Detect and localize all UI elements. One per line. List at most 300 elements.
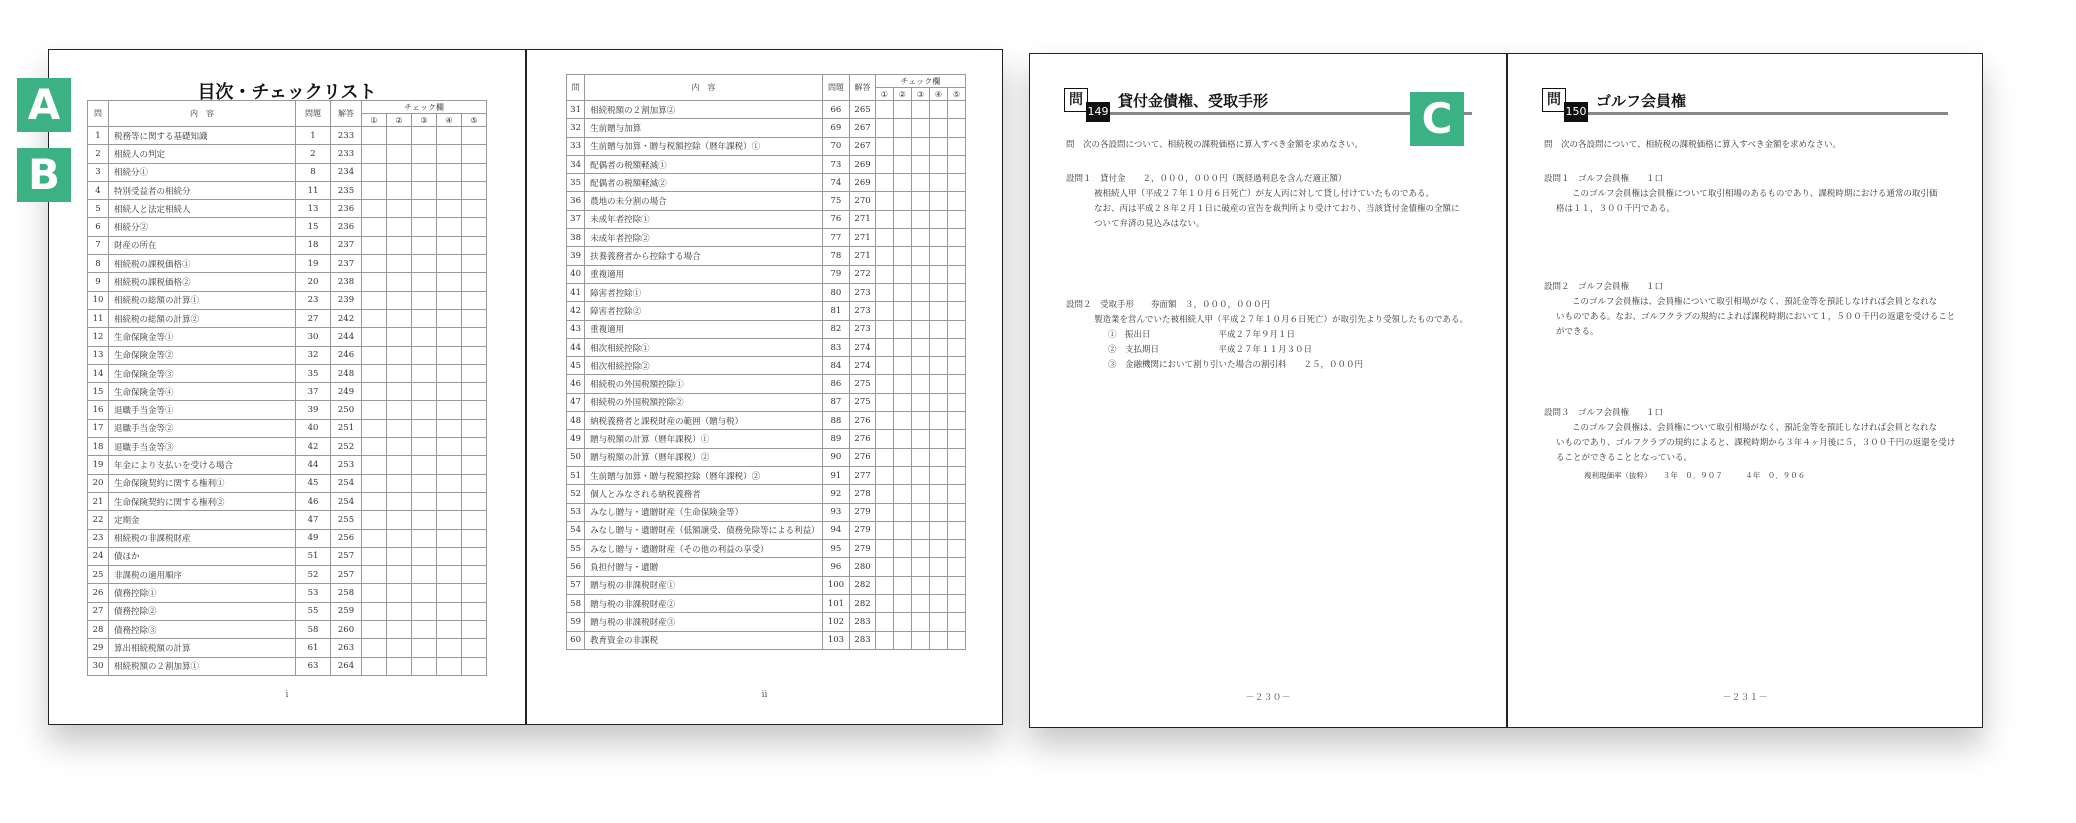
check-cell[interactable]: [437, 639, 462, 657]
check-cell[interactable]: [387, 657, 412, 675]
check-cell[interactable]: [387, 547, 412, 565]
check-cell[interactable]: [893, 540, 911, 558]
check-cell[interactable]: [362, 621, 387, 639]
check-cell[interactable]: [929, 265, 947, 283]
check-cell[interactable]: [462, 529, 487, 547]
check-cell[interactable]: [387, 364, 412, 382]
check-cell[interactable]: [437, 200, 462, 218]
check-cell[interactable]: [462, 291, 487, 309]
check-cell[interactable]: [893, 338, 911, 356]
check-cell[interactable]: [893, 283, 911, 301]
check-cell[interactable]: [387, 492, 412, 510]
check-cell[interactable]: [929, 338, 947, 356]
check-cell[interactable]: [387, 511, 412, 529]
check-cell[interactable]: [437, 438, 462, 456]
check-cell[interactable]: [462, 364, 487, 382]
check-cell[interactable]: [893, 631, 911, 649]
check-cell[interactable]: [911, 137, 929, 155]
check-cell[interactable]: [947, 137, 965, 155]
check-cell[interactable]: [929, 631, 947, 649]
check-cell[interactable]: [929, 137, 947, 155]
check-cell[interactable]: [875, 283, 893, 301]
check-cell[interactable]: [929, 375, 947, 393]
check-cell[interactable]: [412, 291, 437, 309]
check-cell[interactable]: [412, 181, 437, 199]
check-cell[interactable]: [875, 540, 893, 558]
check-cell[interactable]: [387, 273, 412, 291]
check-cell[interactable]: [875, 265, 893, 283]
check-cell[interactable]: [362, 218, 387, 236]
check-cell[interactable]: [893, 137, 911, 155]
check-cell[interactable]: [875, 485, 893, 503]
check-cell[interactable]: [929, 320, 947, 338]
check-cell[interactable]: [387, 309, 412, 327]
check-cell[interactable]: [462, 584, 487, 602]
check-cell[interactable]: [911, 631, 929, 649]
check-cell[interactable]: [893, 210, 911, 228]
check-cell[interactable]: [412, 621, 437, 639]
check-cell[interactable]: [437, 584, 462, 602]
check-cell[interactable]: [929, 448, 947, 466]
check-cell[interactable]: [387, 474, 412, 492]
check-cell[interactable]: [911, 155, 929, 173]
check-cell[interactable]: [412, 584, 437, 602]
check-cell[interactable]: [362, 346, 387, 364]
check-cell[interactable]: [947, 192, 965, 210]
check-cell[interactable]: [362, 181, 387, 199]
check-cell[interactable]: [929, 595, 947, 613]
check-cell[interactable]: [875, 155, 893, 173]
check-cell[interactable]: [437, 621, 462, 639]
check-cell[interactable]: [462, 255, 487, 273]
check-cell[interactable]: [362, 547, 387, 565]
check-cell[interactable]: [462, 346, 487, 364]
check-cell[interactable]: [412, 236, 437, 254]
check-cell[interactable]: [362, 200, 387, 218]
check-cell[interactable]: [947, 375, 965, 393]
check-cell[interactable]: [437, 566, 462, 584]
check-cell[interactable]: [875, 430, 893, 448]
check-cell[interactable]: [362, 328, 387, 346]
check-cell[interactable]: [929, 540, 947, 558]
check-cell[interactable]: [387, 419, 412, 437]
check-cell[interactable]: [875, 101, 893, 119]
check-cell[interactable]: [412, 657, 437, 675]
check-cell[interactable]: [893, 119, 911, 137]
check-cell[interactable]: [875, 210, 893, 228]
check-cell[interactable]: [875, 137, 893, 155]
check-cell[interactable]: [947, 631, 965, 649]
check-cell[interactable]: [875, 247, 893, 265]
check-cell[interactable]: [875, 357, 893, 375]
check-cell[interactable]: [362, 364, 387, 382]
check-cell[interactable]: [387, 456, 412, 474]
check-cell[interactable]: [911, 521, 929, 539]
check-cell[interactable]: [893, 229, 911, 247]
check-cell[interactable]: [947, 393, 965, 411]
check-cell[interactable]: [437, 364, 462, 382]
check-cell[interactable]: [947, 338, 965, 356]
check-cell[interactable]: [462, 456, 487, 474]
check-cell[interactable]: [947, 247, 965, 265]
check-cell[interactable]: [947, 229, 965, 247]
check-cell[interactable]: [412, 511, 437, 529]
check-cell[interactable]: [929, 192, 947, 210]
check-cell[interactable]: [911, 265, 929, 283]
check-cell[interactable]: [437, 236, 462, 254]
check-cell[interactable]: [362, 273, 387, 291]
check-cell[interactable]: [462, 163, 487, 181]
check-cell[interactable]: [412, 163, 437, 181]
check-cell[interactable]: [947, 503, 965, 521]
check-cell[interactable]: [387, 401, 412, 419]
check-cell[interactable]: [911, 576, 929, 594]
check-cell[interactable]: [462, 639, 487, 657]
check-cell[interactable]: [929, 302, 947, 320]
check-cell[interactable]: [911, 613, 929, 631]
check-cell[interactable]: [947, 412, 965, 430]
check-cell[interactable]: [462, 602, 487, 620]
check-cell[interactable]: [875, 229, 893, 247]
check-cell[interactable]: [362, 474, 387, 492]
check-cell[interactable]: [362, 127, 387, 145]
check-cell[interactable]: [412, 474, 437, 492]
check-cell[interactable]: [929, 283, 947, 301]
check-cell[interactable]: [875, 338, 893, 356]
check-cell[interactable]: [875, 503, 893, 521]
check-cell[interactable]: [412, 602, 437, 620]
check-cell[interactable]: [911, 174, 929, 192]
check-cell[interactable]: [462, 401, 487, 419]
check-cell[interactable]: [437, 145, 462, 163]
check-cell[interactable]: [412, 309, 437, 327]
check-cell[interactable]: [911, 393, 929, 411]
check-cell[interactable]: [893, 613, 911, 631]
check-cell[interactable]: [412, 364, 437, 382]
check-cell[interactable]: [462, 547, 487, 565]
check-cell[interactable]: [947, 357, 965, 375]
check-cell[interactable]: [947, 320, 965, 338]
check-cell[interactable]: [893, 521, 911, 539]
check-cell[interactable]: [911, 101, 929, 119]
check-cell[interactable]: [947, 265, 965, 283]
check-cell[interactable]: [947, 302, 965, 320]
check-cell[interactable]: [893, 247, 911, 265]
check-cell[interactable]: [412, 639, 437, 657]
check-cell[interactable]: [893, 174, 911, 192]
check-cell[interactable]: [437, 309, 462, 327]
check-cell[interactable]: [893, 320, 911, 338]
check-cell[interactable]: [412, 547, 437, 565]
check-cell[interactable]: [875, 613, 893, 631]
check-cell[interactable]: [437, 529, 462, 547]
check-cell[interactable]: [893, 448, 911, 466]
check-cell[interactable]: [893, 393, 911, 411]
check-cell[interactable]: [462, 200, 487, 218]
check-cell[interactable]: [911, 485, 929, 503]
check-cell[interactable]: [412, 218, 437, 236]
check-cell[interactable]: [929, 613, 947, 631]
check-cell[interactable]: [362, 419, 387, 437]
check-cell[interactable]: [947, 540, 965, 558]
check-cell[interactable]: [387, 255, 412, 273]
check-cell[interactable]: [875, 375, 893, 393]
check-cell[interactable]: [947, 101, 965, 119]
check-cell[interactable]: [387, 218, 412, 236]
check-cell[interactable]: [893, 357, 911, 375]
check-cell[interactable]: [437, 127, 462, 145]
check-cell[interactable]: [462, 236, 487, 254]
check-cell[interactable]: [462, 419, 487, 437]
check-cell[interactable]: [362, 145, 387, 163]
check-cell[interactable]: [412, 255, 437, 273]
check-cell[interactable]: [437, 181, 462, 199]
check-cell[interactable]: [947, 119, 965, 137]
check-cell[interactable]: [437, 163, 462, 181]
check-cell[interactable]: [875, 174, 893, 192]
check-cell[interactable]: [947, 174, 965, 192]
check-cell[interactable]: [911, 466, 929, 484]
check-cell[interactable]: [947, 595, 965, 613]
check-cell[interactable]: [412, 419, 437, 437]
check-cell[interactable]: [387, 621, 412, 639]
check-cell[interactable]: [412, 273, 437, 291]
check-cell[interactable]: [929, 229, 947, 247]
check-cell[interactable]: [875, 192, 893, 210]
check-cell[interactable]: [929, 247, 947, 265]
check-cell[interactable]: [875, 521, 893, 539]
check-cell[interactable]: [387, 566, 412, 584]
check-cell[interactable]: [911, 247, 929, 265]
check-cell[interactable]: [362, 309, 387, 327]
check-cell[interactable]: [893, 155, 911, 173]
check-cell[interactable]: [929, 412, 947, 430]
check-cell[interactable]: [437, 547, 462, 565]
check-cell[interactable]: [387, 383, 412, 401]
check-cell[interactable]: [893, 302, 911, 320]
check-cell[interactable]: [893, 375, 911, 393]
check-cell[interactable]: [893, 558, 911, 576]
check-cell[interactable]: [387, 328, 412, 346]
check-cell[interactable]: [929, 119, 947, 137]
check-cell[interactable]: [362, 163, 387, 181]
check-cell[interactable]: [947, 521, 965, 539]
check-cell[interactable]: [929, 558, 947, 576]
check-cell[interactable]: [362, 566, 387, 584]
check-cell[interactable]: [911, 503, 929, 521]
check-cell[interactable]: [387, 639, 412, 657]
check-cell[interactable]: [387, 438, 412, 456]
check-cell[interactable]: [929, 466, 947, 484]
check-cell[interactable]: [462, 438, 487, 456]
check-cell[interactable]: [893, 265, 911, 283]
check-cell[interactable]: [875, 320, 893, 338]
check-cell[interactable]: [911, 595, 929, 613]
check-cell[interactable]: [412, 346, 437, 364]
check-cell[interactable]: [911, 540, 929, 558]
check-cell[interactable]: [893, 466, 911, 484]
check-cell[interactable]: [387, 181, 412, 199]
check-cell[interactable]: [947, 155, 965, 173]
check-cell[interactable]: [462, 145, 487, 163]
check-cell[interactable]: [412, 383, 437, 401]
check-cell[interactable]: [947, 613, 965, 631]
check-cell[interactable]: [462, 218, 487, 236]
check-cell[interactable]: [947, 558, 965, 576]
check-cell[interactable]: [362, 438, 387, 456]
check-cell[interactable]: [947, 485, 965, 503]
check-cell[interactable]: [387, 236, 412, 254]
check-cell[interactable]: [911, 448, 929, 466]
check-cell[interactable]: [462, 474, 487, 492]
check-cell[interactable]: [462, 383, 487, 401]
check-cell[interactable]: [362, 255, 387, 273]
check-cell[interactable]: [929, 210, 947, 228]
check-cell[interactable]: [929, 101, 947, 119]
check-cell[interactable]: [462, 657, 487, 675]
check-cell[interactable]: [362, 602, 387, 620]
check-cell[interactable]: [362, 456, 387, 474]
check-cell[interactable]: [462, 511, 487, 529]
check-cell[interactable]: [362, 492, 387, 510]
check-cell[interactable]: [929, 174, 947, 192]
check-cell[interactable]: [929, 393, 947, 411]
check-cell[interactable]: [412, 492, 437, 510]
check-cell[interactable]: [893, 485, 911, 503]
check-cell[interactable]: [893, 192, 911, 210]
check-cell[interactable]: [929, 521, 947, 539]
check-cell[interactable]: [387, 529, 412, 547]
check-cell[interactable]: [929, 357, 947, 375]
check-cell[interactable]: [387, 346, 412, 364]
check-cell[interactable]: [437, 383, 462, 401]
check-cell[interactable]: [437, 273, 462, 291]
check-cell[interactable]: [911, 412, 929, 430]
check-cell[interactable]: [929, 155, 947, 173]
check-cell[interactable]: [387, 145, 412, 163]
check-cell[interactable]: [893, 101, 911, 119]
check-cell[interactable]: [947, 430, 965, 448]
check-cell[interactable]: [462, 328, 487, 346]
check-cell[interactable]: [437, 602, 462, 620]
check-cell[interactable]: [437, 255, 462, 273]
check-cell[interactable]: [412, 529, 437, 547]
check-cell[interactable]: [437, 511, 462, 529]
check-cell[interactable]: [893, 430, 911, 448]
check-cell[interactable]: [911, 375, 929, 393]
check-cell[interactable]: [462, 309, 487, 327]
check-cell[interactable]: [911, 338, 929, 356]
check-cell[interactable]: [412, 401, 437, 419]
check-cell[interactable]: [412, 145, 437, 163]
check-cell[interactable]: [462, 127, 487, 145]
check-cell[interactable]: [893, 576, 911, 594]
check-cell[interactable]: [412, 328, 437, 346]
check-cell[interactable]: [462, 181, 487, 199]
check-cell[interactable]: [362, 383, 387, 401]
check-cell[interactable]: [911, 320, 929, 338]
check-cell[interactable]: [362, 657, 387, 675]
check-cell[interactable]: [947, 448, 965, 466]
check-cell[interactable]: [437, 419, 462, 437]
check-cell[interactable]: [947, 466, 965, 484]
check-cell[interactable]: [362, 529, 387, 547]
check-cell[interactable]: [929, 503, 947, 521]
check-cell[interactable]: [947, 210, 965, 228]
check-cell[interactable]: [929, 576, 947, 594]
check-cell[interactable]: [875, 558, 893, 576]
check-cell[interactable]: [412, 127, 437, 145]
check-cell[interactable]: [929, 430, 947, 448]
check-cell[interactable]: [387, 200, 412, 218]
check-cell[interactable]: [911, 283, 929, 301]
check-cell[interactable]: [929, 485, 947, 503]
check-cell[interactable]: [437, 474, 462, 492]
check-cell[interactable]: [412, 566, 437, 584]
check-cell[interactable]: [462, 273, 487, 291]
check-cell[interactable]: [412, 200, 437, 218]
check-cell[interactable]: [911, 210, 929, 228]
check-cell[interactable]: [875, 466, 893, 484]
check-cell[interactable]: [893, 503, 911, 521]
check-cell[interactable]: [875, 631, 893, 649]
check-cell[interactable]: [362, 584, 387, 602]
check-cell[interactable]: [412, 438, 437, 456]
check-cell[interactable]: [437, 291, 462, 309]
check-cell[interactable]: [911, 558, 929, 576]
check-cell[interactable]: [387, 291, 412, 309]
check-cell[interactable]: [875, 302, 893, 320]
check-cell[interactable]: [412, 456, 437, 474]
check-cell[interactable]: [362, 401, 387, 419]
check-cell[interactable]: [387, 584, 412, 602]
check-cell[interactable]: [362, 639, 387, 657]
check-cell[interactable]: [437, 346, 462, 364]
check-cell[interactable]: [437, 492, 462, 510]
check-cell[interactable]: [362, 291, 387, 309]
check-cell[interactable]: [893, 412, 911, 430]
check-cell[interactable]: [911, 302, 929, 320]
check-cell[interactable]: [437, 456, 462, 474]
check-cell[interactable]: [362, 236, 387, 254]
check-cell[interactable]: [875, 595, 893, 613]
check-cell[interactable]: [362, 511, 387, 529]
check-cell[interactable]: [875, 119, 893, 137]
check-cell[interactable]: [387, 127, 412, 145]
check-cell[interactable]: [911, 229, 929, 247]
check-cell[interactable]: [387, 602, 412, 620]
check-cell[interactable]: [893, 595, 911, 613]
check-cell[interactable]: [437, 218, 462, 236]
check-cell[interactable]: [387, 163, 412, 181]
check-cell[interactable]: [437, 328, 462, 346]
check-cell[interactable]: [462, 621, 487, 639]
check-cell[interactable]: [437, 401, 462, 419]
check-cell[interactable]: [947, 283, 965, 301]
check-cell[interactable]: [875, 393, 893, 411]
check-cell[interactable]: [875, 576, 893, 594]
check-cell[interactable]: [911, 357, 929, 375]
check-cell[interactable]: [911, 119, 929, 137]
check-cell[interactable]: [875, 412, 893, 430]
check-cell[interactable]: [911, 430, 929, 448]
check-cell[interactable]: [437, 657, 462, 675]
check-cell[interactable]: [462, 566, 487, 584]
check-cell[interactable]: [911, 192, 929, 210]
check-cell[interactable]: [462, 492, 487, 510]
check-cell[interactable]: [875, 448, 893, 466]
check-cell[interactable]: [947, 576, 965, 594]
